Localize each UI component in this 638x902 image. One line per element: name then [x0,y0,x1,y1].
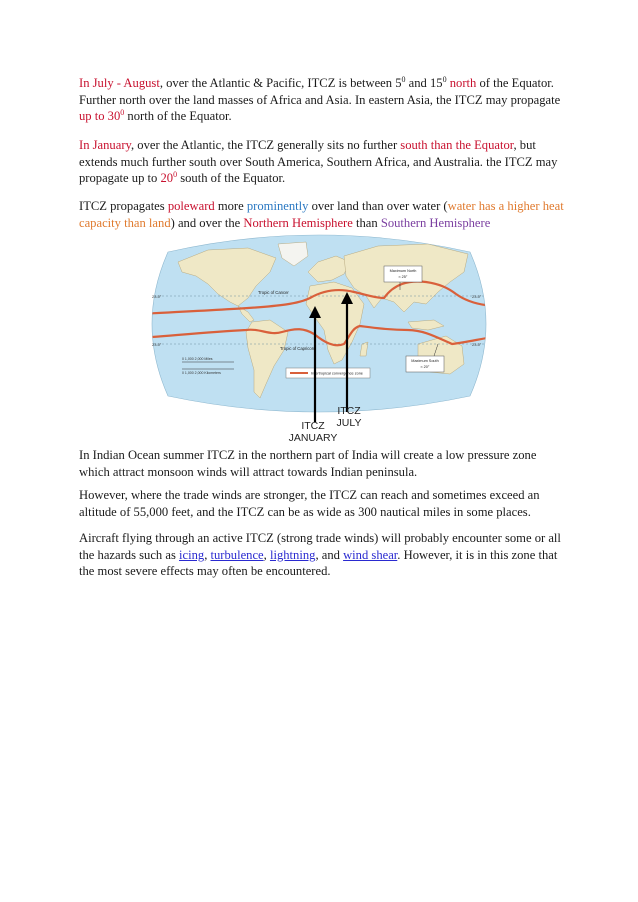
max-south-label: Maximum South [411,359,439,363]
paragraph-indian-ocean: In Indian Ocean summer ITCZ in the northern part of India will create a low pressure zone which attract monsoon winds will attract towards Indian peninsula. [79,448,537,479]
text: Aircraft flying through an active ITCZ (strong trade winds) will probably encounter some or all the hazards such as [79,531,561,562]
legend-label: Intertropical convergence zone [311,371,363,376]
highlight-july-august: In July - August [79,76,160,90]
text: , [263,547,270,562]
paragraph-trade-winds: However, where the trade winds are stronger, the ITCZ can reach and sometimes exceed an altitude of 55,000 feet, and the ITCZ can be as wide as 300 nautical miles in some places. [79,488,540,519]
max-north-value: ≈ 25° [398,275,408,279]
text: , but extends much further south over South America, Southern Africa, and Australia. the ITCZ may propagate up to [79,138,558,186]
text: and 15 [405,76,443,90]
lat-north-right: 23.5° [472,294,482,299]
itcz-january-line2: JANUARY [288,432,338,444]
text: than [352,215,381,230]
scale-km: 0 1,000 2,000 Kilometers [182,371,221,375]
degree-sup: 0 [442,74,447,84]
highlight-january: In January [79,138,131,152]
paragraph-aircraft-hazards [79,530,564,580]
text: , [204,547,211,562]
paragraph-january [79,137,564,187]
lat-north-left: 23.5° [152,294,162,299]
text: . However, it is in this zone that the most severe effects may often be encountered. [79,547,558,579]
highlight-up-to-30: up to 30 [79,109,121,124]
tropic-of-capricorn-label: Tropic of Capricorn [280,346,316,351]
max-north-label: Maximum North [389,269,417,273]
max-south-value: ≈ 20° [420,365,430,369]
text: , over the Atlantic & Pacific, ITCZ is between 5 [159,76,402,90]
highlight-south-equator: south than the Equator [400,138,514,152]
text: of the Equator. Further north over the land masses of Africa and Asia. In eastern Asia, the ITCZ may propagate [79,76,561,107]
scale-miles: 0 1,000 2,000 Miles [182,357,213,361]
link-wind-shear[interactable]: wind shear [343,547,398,562]
text: over land than over water ( [308,199,448,213]
lat-south-left: 23.5° [152,342,162,347]
link-icing[interactable]: icing [179,547,205,562]
itcz-january-label [288,420,338,444]
highlight-southern-hemisphere: Southern Hemisphere [380,215,491,230]
highlight-prominently: prominently [246,199,309,213]
link-lightning[interactable]: lightning [269,547,316,562]
paragraph-july-august [79,75,564,125]
text: north of the Equator. [124,109,232,124]
text: ) and over the [170,215,244,230]
tropic-of-cancer-label: Tropic of Cancer [258,290,289,295]
map-legend [286,368,370,378]
link-turbulence[interactable]: turbulence [210,547,264,562]
text: more [214,199,247,213]
text: , over the Atlantic, the ITCZ generally sits no further [131,138,401,152]
degree-sup: 0 [173,170,178,179]
highlight-heat-capacity: water has a higher heat capacity than land [79,199,564,230]
world-map-svg [138,232,500,442]
text: ITCZ propagates [79,199,168,213]
highlight-northern-hemisphere: Northern Hemisphere [243,215,353,230]
degree-sup: 0 [401,74,406,84]
highlight-north: north [446,76,477,90]
text: , and [315,547,344,562]
highlight-poleward: poleward [167,199,215,213]
itcz-july-line1: ITCZ [337,405,361,417]
text: south of the Equator. [177,171,286,186]
paragraph-propagation [79,198,564,231]
degree-sup: 0 [120,108,125,117]
itcz-january-line1: ITCZ [301,420,325,432]
itcz-world-map [138,232,500,442]
highlight-20: 20 [160,171,174,186]
itcz-july-line2: JULY [336,417,362,429]
lat-south-right: 23.5° [472,342,482,347]
